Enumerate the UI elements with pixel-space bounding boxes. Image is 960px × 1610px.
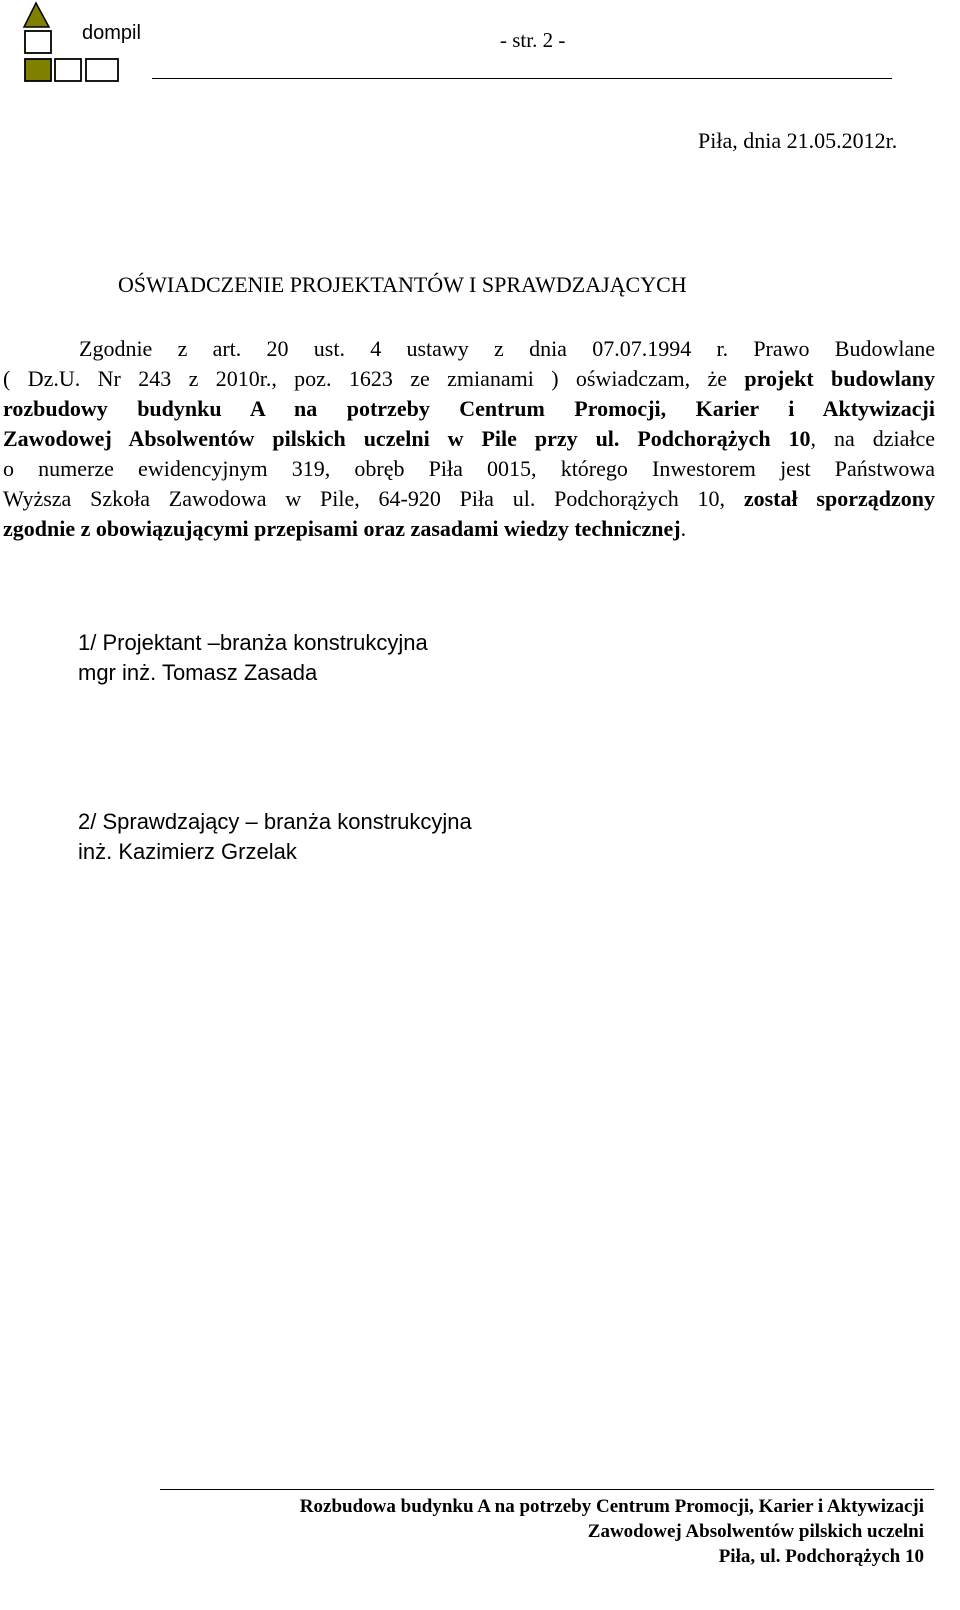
text-run-bold: Zawodowej Absolwentów pilskich uczelni w Pile przy ul. Podchorążych 10 [3, 426, 811, 451]
text-run: ( Dz.U. Nr 243 z 2010r., poz. 1623 ze zmianami ) oświadczam, że [3, 366, 745, 391]
text-run-bold: został sporządzony [743, 486, 935, 511]
footer-rule [160, 1489, 934, 1490]
designer-block [78, 628, 428, 688]
paragraph-line [3, 334, 935, 364]
paragraph-line [3, 394, 935, 424]
footer-line: Rozbudowa budynku A na potrzeby Centrum Promocji, Karier i Aktywizacji [299, 1496, 924, 1517]
logo-graphic [22, 0, 152, 90]
statement-paragraph [3, 334, 935, 544]
text-run: , na działce [810, 426, 935, 451]
text-run-bold: rozbudowy budynku A na potrzeby Centrum Promocji, Karier i Aktywizacji [3, 396, 935, 421]
footer-line: Piła, ul. Podchorążych 10 [718, 1546, 924, 1567]
document-title: OŚWIADCZENIE PROJEKTANTÓW I SPRAWDZAJĄCYCH [118, 272, 687, 297]
logo-box [25, 59, 51, 81]
logo-box [55, 59, 81, 81]
checker-name: inż. Kazimierz Grzelak [78, 839, 297, 864]
text-run: . [680, 516, 687, 541]
checker-role: 2/ Sprawdzający – branża konstrukcyjna [78, 809, 472, 834]
paragraph-line [3, 364, 935, 394]
paragraph-line [3, 424, 935, 454]
paragraph-line [3, 454, 935, 484]
designer-name: mgr inż. Tomasz Zasada [78, 660, 318, 685]
paragraph-line [3, 484, 935, 514]
text-run: o numerze ewidencyjnym 319, obręb Piła 0015, którego Inwestorem jest Państwowa [3, 456, 935, 481]
page-number: - str. 2 - [500, 28, 566, 52]
paragraph-line [3, 514, 935, 544]
logo-roof [24, 3, 49, 27]
text-run: Zgodnie z art. 20 ust. 4 ustawy z dnia 07.07.1994 r. Prawo Budowlane [79, 336, 935, 361]
checker-block [78, 807, 472, 867]
designer-role: 1/ Projektant –branża konstrukcyjna [78, 630, 428, 655]
text-run-bold: projekt budowlany [744, 366, 935, 391]
logo-box [25, 31, 51, 53]
header-rule [152, 78, 892, 79]
text-run-bold: zgodnie z obowiązującymi przepisami oraz zasadami wiedzy technicznej [3, 516, 681, 541]
footer-line: Zawodowej Absolwentów pilskich uczelni [587, 1521, 924, 1542]
dompil-logo [22, 0, 152, 90]
text-run: Wyższa Szkoła Zawodowa w Pile, 64-920 Piła ul. Podchorążych 10, [3, 486, 744, 511]
logo-text: dompil [82, 22, 141, 44]
page-footer [300, 1494, 924, 1569]
logo-box [86, 59, 118, 81]
document-date: Piła, dnia 21.05.2012r. [698, 128, 898, 153]
